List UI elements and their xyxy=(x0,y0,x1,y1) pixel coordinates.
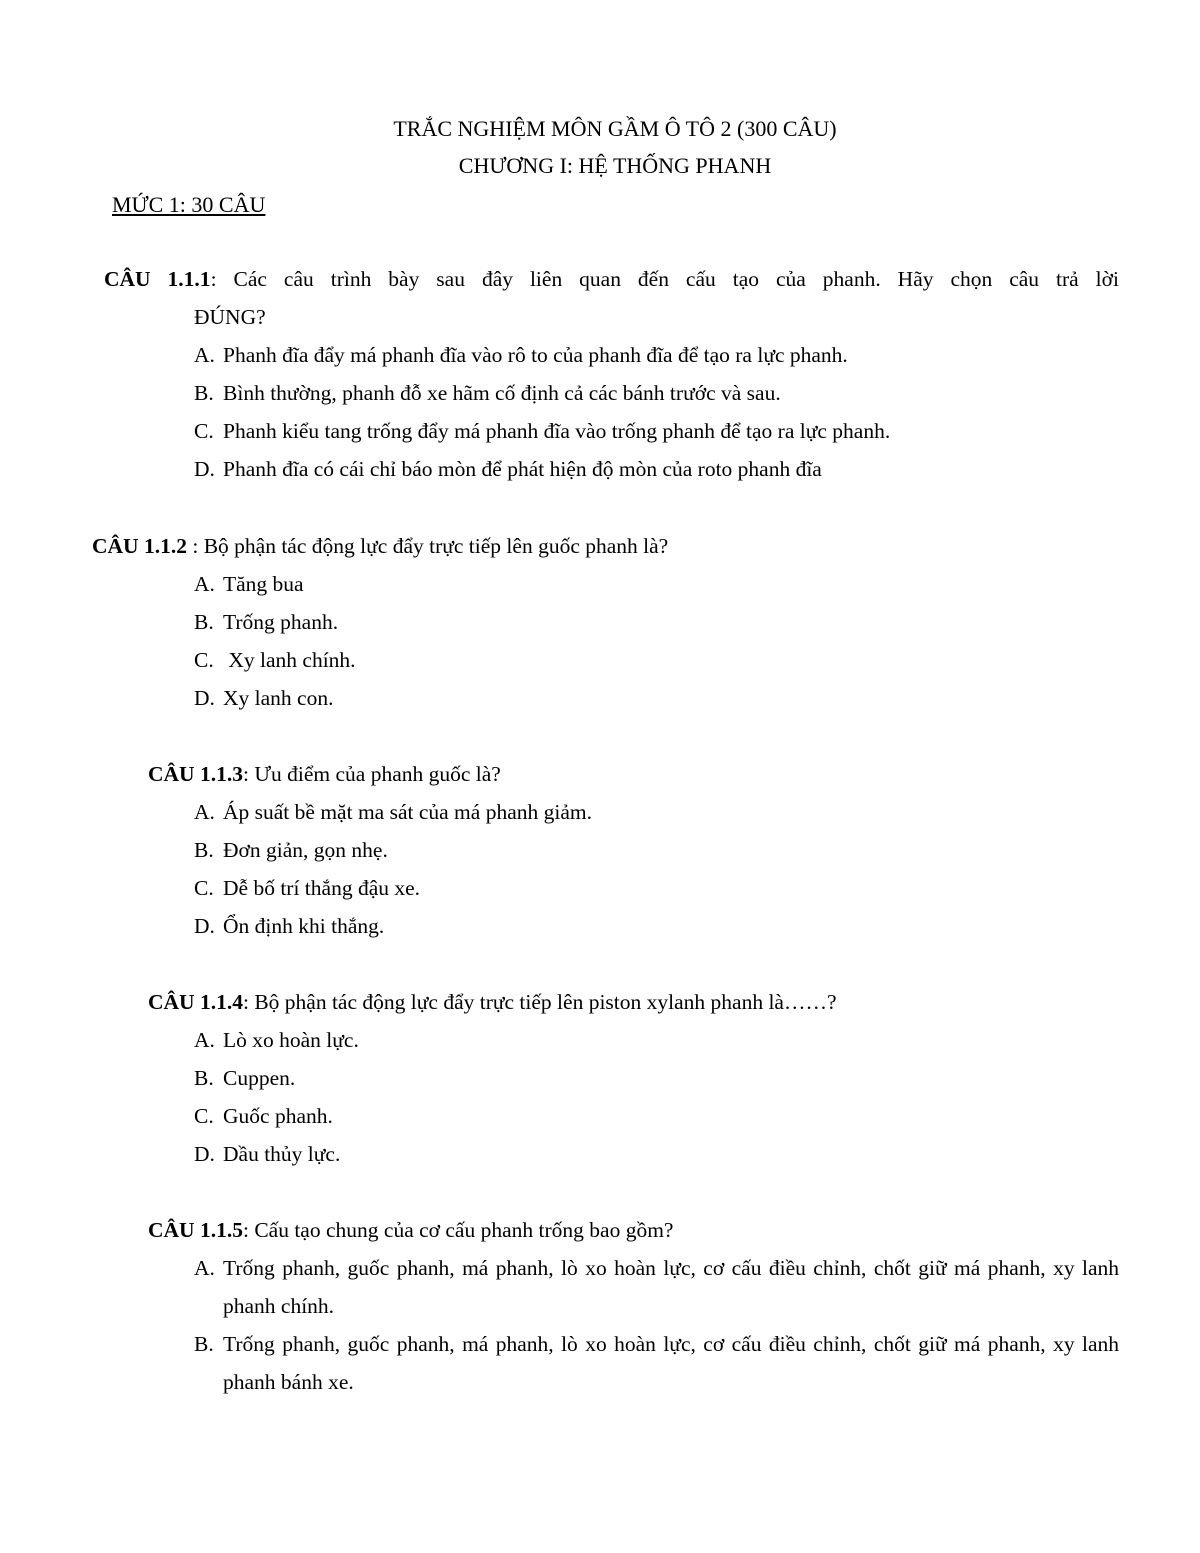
option-letter: D. xyxy=(194,1142,215,1166)
option-b xyxy=(194,831,388,869)
question-separator: : xyxy=(242,1218,255,1242)
option-text: Dầu thủy lực. xyxy=(223,1142,341,1166)
option-a xyxy=(194,1021,359,1059)
option-c xyxy=(194,412,890,450)
question-label: CÂU 1.1.2 xyxy=(92,534,187,558)
option-text: Phanh kiểu tang trống đẩy má phanh đĩa vào trống phanh để tạo ra lực phanh. xyxy=(223,419,891,443)
option-letter: B. xyxy=(194,1066,214,1090)
option-d xyxy=(194,1135,340,1173)
option-letter: A. xyxy=(194,343,215,367)
option-letter: C. xyxy=(194,876,214,900)
question-1-1-2 xyxy=(92,527,668,565)
option-text: Guốc phanh. xyxy=(223,1104,333,1128)
option-text: Đơn giản, gọn nhẹ. xyxy=(223,838,388,862)
option-letter: A. xyxy=(194,1028,215,1052)
question-separator: : xyxy=(242,990,255,1014)
option-text: Ổn định khi thắng. xyxy=(223,914,385,938)
option-text: Cuppen. xyxy=(223,1066,296,1090)
option-letter: B. xyxy=(194,610,214,634)
option-c xyxy=(194,869,420,907)
option-letter: B. xyxy=(194,1332,214,1356)
question-text: Cấu tạo chung của cơ cấu phanh trống bao gồm? xyxy=(254,1218,674,1242)
option-letter: D. xyxy=(194,686,215,710)
option-a xyxy=(194,565,304,603)
option-a xyxy=(194,1249,1119,1325)
option-text: Bình thường, phanh đỗ xe hãm cố định cả các bánh trước và sau. xyxy=(223,381,781,405)
option-text: Xy lanh con. xyxy=(223,686,334,710)
option-letter: C. xyxy=(194,648,214,672)
option-b xyxy=(194,1059,295,1097)
question-label: CÂU 1.1.1 xyxy=(104,267,211,291)
option-a xyxy=(194,793,592,831)
option-a xyxy=(194,336,848,374)
option-text: Trống phanh. xyxy=(223,610,339,634)
question-text: Ưu điểm của phanh guốc là? xyxy=(254,762,501,786)
option-text: Lò xo hoàn lực. xyxy=(223,1028,359,1052)
option-c xyxy=(194,641,356,679)
option-letter: B. xyxy=(194,838,214,862)
question-1-1-5 xyxy=(148,1211,673,1249)
option-letter: A. xyxy=(194,800,215,824)
option-d xyxy=(194,450,822,488)
question-text: Bộ phận tác động lực đẩy trực tiếp lên piston xylanh phanh là……? xyxy=(254,990,837,1014)
option-text: Phanh đĩa có cái chỉ báo mòn để phát hiện độ mòn của roto phanh đĩa xyxy=(223,457,822,481)
option-c xyxy=(194,1097,333,1135)
option-text: Xy lanh chính. xyxy=(223,648,356,672)
option-letter: B. xyxy=(194,381,214,405)
option-letter: C. xyxy=(194,1104,214,1128)
option-b xyxy=(194,1325,1119,1401)
chapter-heading: CHƯƠNG I: HỆ THỐNG PHANH xyxy=(458,153,772,178)
question-separator: : xyxy=(242,762,255,786)
option-text: Trống phanh, guốc phanh, má phanh, lò xo hoàn lực, cơ cấu điều chỉnh, chốt giữ má phanh, xy lanh phanh bánh xe. xyxy=(223,1332,1119,1394)
question-label: CÂU 1.1.3 xyxy=(148,762,243,786)
option-text: Dễ bố trí thắng đậu xe. xyxy=(223,876,421,900)
question-1-1-3 xyxy=(148,755,501,793)
option-letter: D. xyxy=(194,914,215,938)
question-text: Các câu trình bày sau đây liên quan đến cấu tạo của phanh. Hãy chọn câu trả lời xyxy=(233,267,1119,291)
option-text: Áp suất bề mặt ma sát của má phanh giảm. xyxy=(223,800,592,824)
option-letter: A. xyxy=(194,572,215,596)
option-text: Phanh đĩa đẩy má phanh đĩa vào rô to của phanh đĩa để tạo ra lực phanh. xyxy=(223,343,848,367)
question-1-1-4 xyxy=(148,983,837,1021)
option-text: Trống phanh, guốc phanh, má phanh, lò xo hoàn lực, cơ cấu điều chỉnh, chốt giữ má phanh, xy lanh phanh chính. xyxy=(223,1256,1119,1318)
option-b xyxy=(194,374,781,412)
question-label: CÂU 1.1.4 xyxy=(148,990,243,1014)
question-separator: : xyxy=(186,534,204,558)
question-text-continuation: ĐÚNG? xyxy=(194,305,266,329)
option-d xyxy=(194,679,333,717)
option-letter: A. xyxy=(194,1256,215,1280)
document-title: TRẮC NGHIỆM MÔN GẦM Ô TÔ 2 (300 CÂU) xyxy=(393,116,837,141)
question-1-1-1 xyxy=(104,260,1119,298)
option-d xyxy=(194,907,384,945)
option-b xyxy=(194,603,338,641)
question-label: CÂU 1.1.5 xyxy=(148,1218,243,1242)
option-letter: C. xyxy=(194,419,214,443)
option-text: Tăng bua xyxy=(223,572,304,596)
question-separator: : xyxy=(210,267,234,291)
question-text: Bộ phận tác động lực đẩy trực tiếp lên guốc phanh là? xyxy=(203,534,669,558)
level-heading: MỨC 1: 30 CÂU xyxy=(112,192,266,217)
option-letter: D. xyxy=(194,457,215,481)
